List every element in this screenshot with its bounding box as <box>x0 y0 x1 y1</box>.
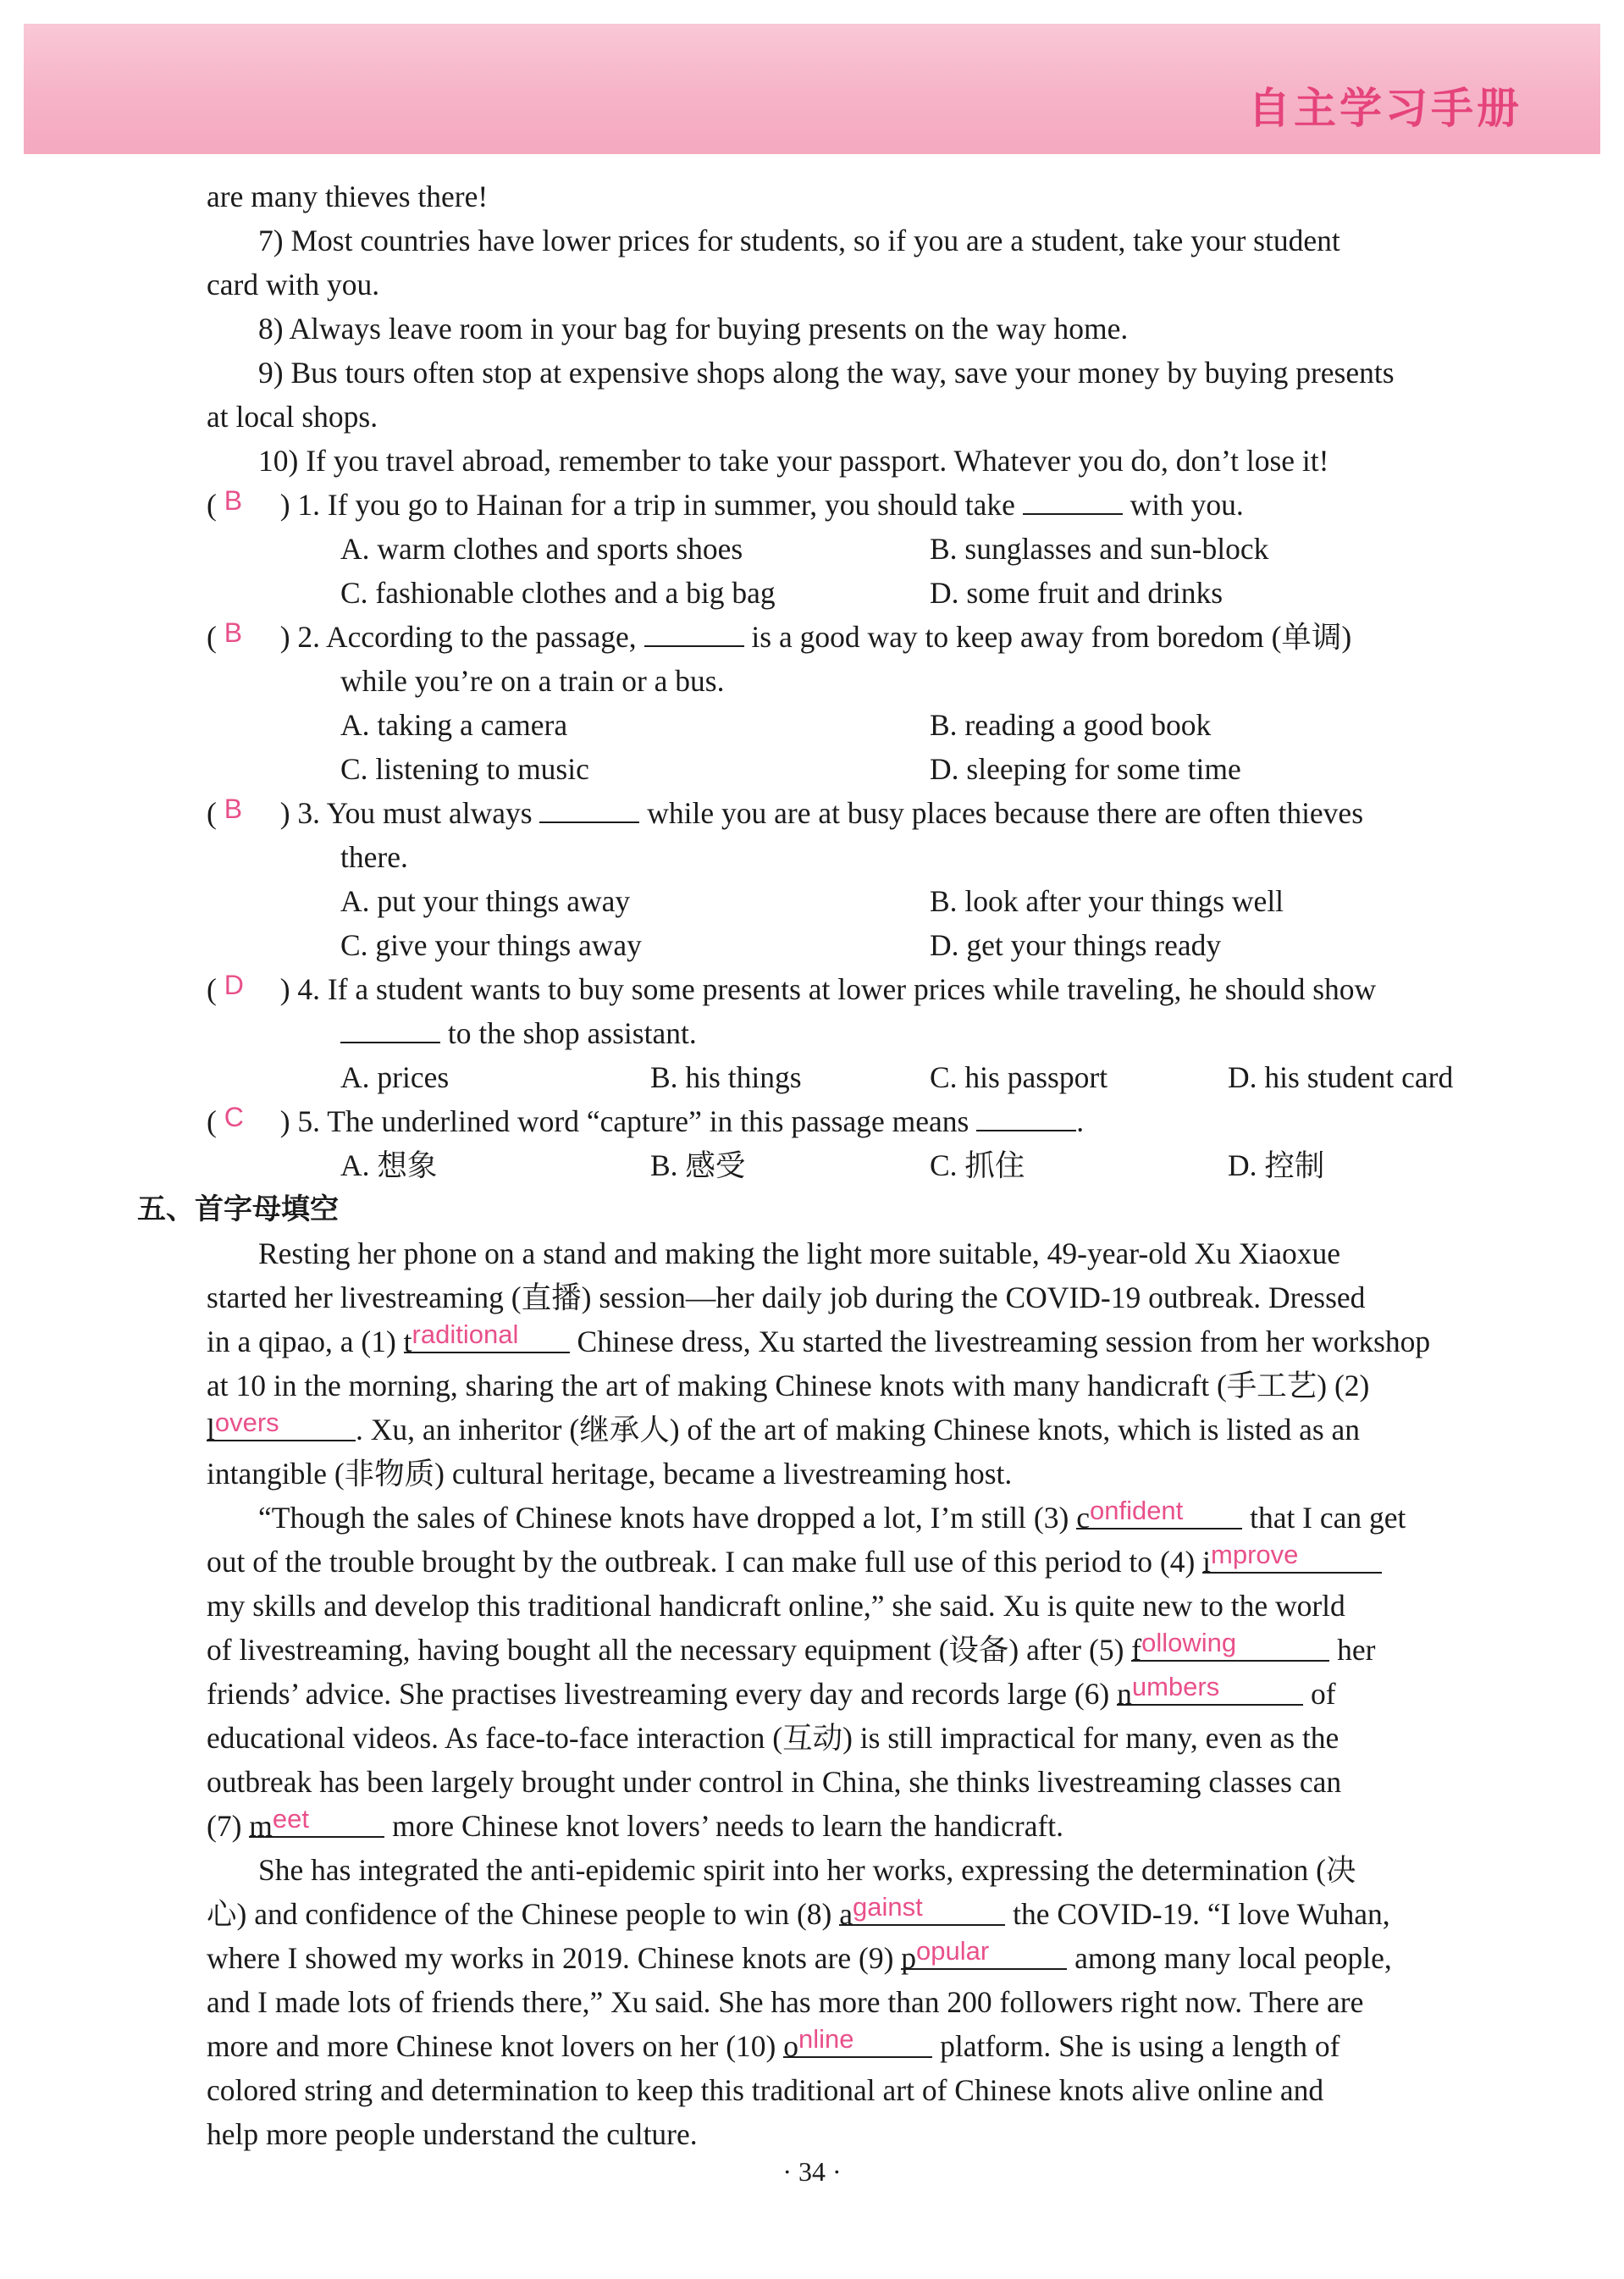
cloze-line: intangible (非物质) cultural heritage, became a livestreaming host. <box>207 1457 1013 1491</box>
cloze-line <box>207 1364 1497 1408</box>
option: C. give your things away <box>340 928 642 962</box>
question-number: 3. <box>297 796 321 830</box>
option: B. sunglasses and sun-block <box>930 532 1269 566</box>
answer-blank <box>340 1013 440 1043</box>
question-number: 2. <box>297 620 321 654</box>
cloze-text: more and more Chinese knot lovers on her <box>207 2029 719 2063</box>
question-text: According to the passage, <box>325 620 637 654</box>
option: C. fashionable clothes and a big bag <box>340 576 776 610</box>
cloze-line <box>207 1540 1497 1584</box>
option: B. his things <box>650 1060 802 1094</box>
question-1: ( B ) 1. If you go to Hainan for a trip in summer, you should take with you. <box>207 485 1244 522</box>
answer-blank <box>539 793 639 823</box>
option: B. 感受 <box>650 1148 746 1182</box>
answer-mark: B <box>224 617 243 648</box>
question-2: ( B ) 2. According to the passage, is a good way to keep away from boredom (单调) <box>207 617 1352 654</box>
blank-number: (9) <box>859 1941 894 1975</box>
blank-number: (8) <box>796 1897 832 1931</box>
fill-blank-10: online <box>783 2024 932 2058</box>
question-number: 4. <box>297 972 321 1006</box>
fill-blank-9: popular <box>901 1936 1067 1970</box>
passage-line: 8) Always leave room in your bag for buying presents on the way home. <box>258 312 1129 346</box>
option: C. listening to music <box>340 752 589 786</box>
fill-blank-2: lovers <box>207 1408 356 1441</box>
answer-blank <box>976 1101 1076 1131</box>
cloze-line: started her livestreaming (直播) session—her daily job during the COVID-19 outbreak. Dressed <box>207 1281 1366 1314</box>
passage-line: 9) Bus tours often stop at expensive shops along the way, save your money by buying presents <box>258 356 1395 390</box>
blank-number: (10) <box>726 2029 776 2063</box>
passage-line: 10) If you travel abroad, remember to take your passport. Whatever you do, don’t lose it! <box>258 444 1329 478</box>
fill-blank-4: improve <box>1202 1540 1382 1574</box>
cloze-text: the COVID-19. “I love Wuhan, <box>1013 1897 1390 1931</box>
cloze-line <box>207 1936 1497 1980</box>
filled-answer: nline <box>798 2024 854 2054</box>
option: D. sleeping for some time <box>930 752 1241 786</box>
question-number: 1. <box>297 488 321 522</box>
answer-mark: B <box>224 485 243 516</box>
question-text: while you’re on a train or a bus. <box>340 664 725 698</box>
cloze-text: more Chinese knot lovers’ needs to learn the handicraft. <box>392 1809 1064 1843</box>
cloze-line <box>207 1672 1497 1716</box>
question-5: ( C ) 5. The underlined word “capture” in this passage means . <box>207 1102 1085 1138</box>
cloze-line: help more people understand the culture. <box>207 2117 698 2151</box>
blank-number: (2) <box>1334 1369 1370 1402</box>
passage-line: card with you. <box>207 268 380 301</box>
option: D. some fruit and drinks <box>930 576 1224 610</box>
cloze-text: at 10 in the morning, sharing the art of making Chinese knots with many handicraft (手工艺) <box>207 1369 1328 1402</box>
filled-answer: gainst <box>853 1892 923 1922</box>
cloze-line <box>207 2024 1497 2068</box>
answer-mark: B <box>224 794 243 824</box>
cloze-text: “Though the sales of Chinese knots have dropped a lot, I’m still <box>258 1501 1027 1535</box>
cloze-text: of livestreaming, having bought all the necessary equipment (设备) after <box>207 1633 1082 1667</box>
cloze-text: her <box>1337 1633 1376 1667</box>
question-text: If you go to Hainan for a trip in summer, you should take <box>327 488 1015 522</box>
cloze-line: colored string and determination to keep this traditional art of Chinese knots alive online and <box>207 2073 1324 2107</box>
fill-blank-6: numbers <box>1117 1672 1303 1706</box>
option: D. his student card <box>1228 1060 1454 1094</box>
question-4-line-2 <box>340 1011 697 1055</box>
blank-number: (7) <box>207 1809 242 1843</box>
cloze-line: my skills and develop this traditional handicraft online,” she said. Xu is quite new to the world <box>207 1589 1345 1623</box>
cloze-text: among many local people, <box>1074 1941 1392 1975</box>
option: C. 抓住 <box>930 1148 1025 1182</box>
question-text: You must always <box>326 796 533 830</box>
question-text: If a student wants to buy some presents at lower prices while traveling, he should show <box>327 972 1377 1006</box>
blank-number: (1) <box>361 1325 396 1358</box>
fill-blank-5: following <box>1131 1628 1329 1662</box>
option: B. look after your things well <box>930 884 1284 918</box>
option: A. put your things away <box>340 884 631 918</box>
fill-blank-7: meet <box>249 1804 384 1838</box>
cloze-text: . Xu, an inheritor (继承人) of the art of making Chinese knots, which is listed as an <box>356 1413 1361 1447</box>
passage-line: are many thieves there! <box>207 180 489 213</box>
cloze-line <box>258 1496 1549 1540</box>
question-4: ( D ) 4. If a student wants to buy some presents at lower prices while traveling, he should show <box>207 970 1377 1006</box>
cloze-text: platform. She is using a length of <box>940 2029 1340 2063</box>
question-text: . <box>1076 1104 1085 1138</box>
fill-blank-8: against <box>839 1892 1005 1926</box>
cloze-text: Chinese dress, Xu started the livestreaming session from her workshop <box>577 1325 1431 1358</box>
cloze-line: Resting her phone on a stand and making the light more suitable, 49-year-old Xu Xiaoxue <box>258 1236 1340 1270</box>
section-title: 五、首字母填空 <box>137 1192 339 1226</box>
cloze-line: She has integrated the anti-epidemic spirit into her works, expressing the determination (决 <box>258 1853 1356 1887</box>
filled-answer: opular <box>916 1936 990 1966</box>
blank-number: (4) <box>1159 1545 1196 1579</box>
option: A. taking a camera <box>340 708 568 742</box>
cloze-text: in a qipao, a <box>207 1325 354 1358</box>
filled-answer: umbers <box>1131 1672 1220 1701</box>
option: D. get your things ready <box>930 928 1222 962</box>
cloze-text: 心) and confidence of the Chinese people to win <box>207 1897 790 1931</box>
cloze-line <box>207 1892 1497 1936</box>
question-number: 5. <box>297 1104 321 1138</box>
question-text: there. <box>340 840 408 874</box>
cloze-line <box>207 1804 1497 1848</box>
answer-mark: D <box>224 970 244 1000</box>
fill-blank-3: confident <box>1076 1496 1242 1529</box>
option: C. his passport <box>930 1060 1108 1094</box>
cloze-text: where I showed my works in 2019. Chinese knots are <box>207 1941 852 1975</box>
option: B. reading a good book <box>930 708 1212 742</box>
page-number: · 34 · <box>782 2156 842 2187</box>
cloze-line <box>207 1319 1497 1364</box>
cloze-text: out of the trouble brought by the outbreak. I can make full use of this period to <box>207 1545 1152 1579</box>
cloze-text: friends’ advice. She practises livestreaming every day and records large <box>207 1677 1067 1711</box>
passage-line: at local shops. <box>207 400 378 434</box>
cloze-line: outbreak has been largely brought under control in China, she thinks livestreaming classes can <box>207 1765 1342 1799</box>
option: A. prices <box>340 1060 450 1094</box>
cloze-text: of <box>1310 1677 1336 1711</box>
answer-blank <box>1023 484 1123 515</box>
fill-blank-1: traditional <box>404 1319 570 1353</box>
filled-answer: mprove <box>1211 1540 1299 1569</box>
header-title: 自主学习手册 <box>1248 84 1522 133</box>
option: D. 控制 <box>1228 1148 1325 1182</box>
question-text: with you. <box>1130 488 1244 522</box>
question-3: ( B ) 3. You must always while you are at busy places because there are often thieves <box>207 794 1364 830</box>
cloze-line <box>207 1628 1497 1672</box>
filled-answer: onfident <box>1089 1496 1184 1525</box>
passage-line: 7) Most countries have lower prices for students, so if you are a student, take your student <box>258 224 1340 257</box>
blank-number: (6) <box>1074 1677 1110 1711</box>
filled-answer: eet <box>272 1804 310 1834</box>
question-text: The underlined word “capture” in this passage means <box>327 1104 969 1138</box>
question-text: while you are at busy places because there are often thieves <box>647 796 1364 830</box>
filled-answer: overs <box>214 1408 279 1437</box>
question-text: to the shop assistant. <box>447 1016 697 1050</box>
option: A. warm clothes and sports shoes <box>340 532 743 566</box>
cloze-line: educational videos. As face-to-face interaction (互动) is still impractical for many, even as the <box>207 1721 1340 1755</box>
cloze-text: that I can get <box>1250 1501 1406 1535</box>
answer-mark: C <box>224 1102 244 1132</box>
answer-blank <box>644 617 744 647</box>
blank-number: (3) <box>1033 1501 1069 1535</box>
option: A. 想象 <box>340 1148 438 1182</box>
blank-number: (5) <box>1089 1633 1124 1667</box>
filled-answer: raditional <box>412 1319 519 1349</box>
cloze-line: and I made lots of friends there,” Xu said. She has more than 200 followers right now. There are <box>207 1985 1364 2019</box>
cloze-line <box>207 1408 1497 1452</box>
filled-answer: ollowing <box>1141 1628 1237 1657</box>
question-text: is a good way to keep away from boredom (单调) <box>751 620 1352 654</box>
